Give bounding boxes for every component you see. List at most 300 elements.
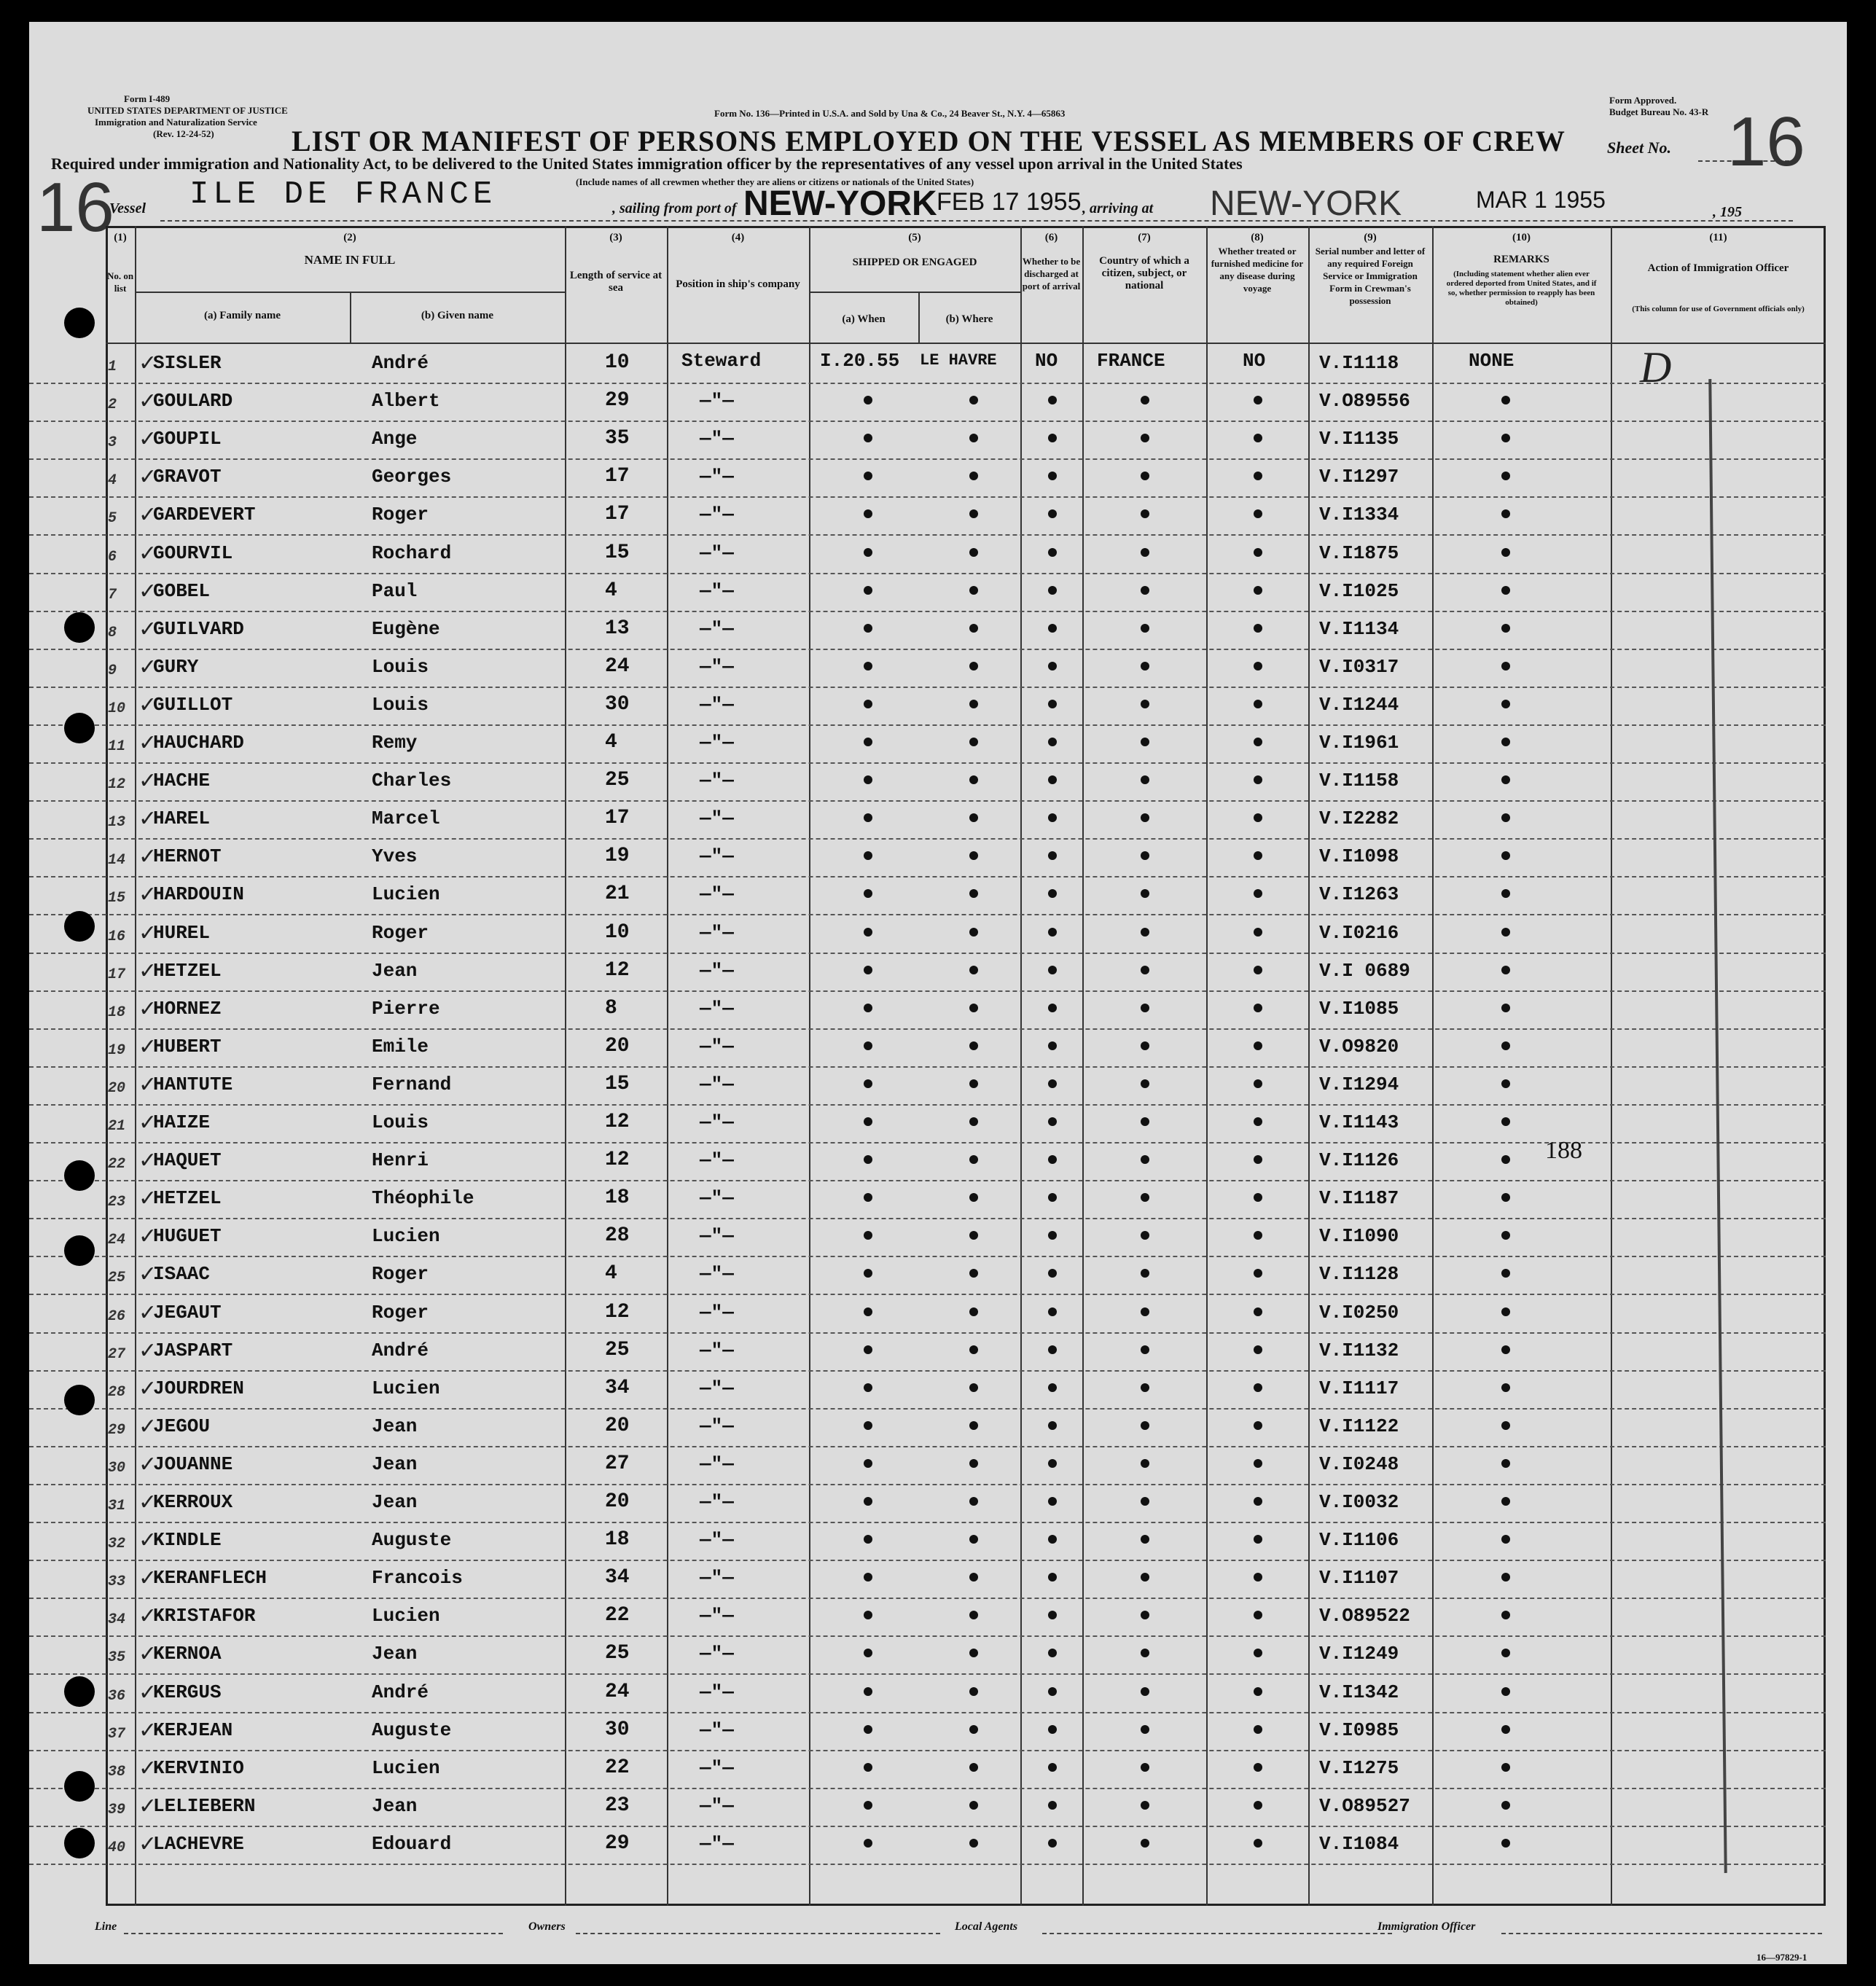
punch-hole	[64, 1771, 95, 1802]
family-name: GOULARD	[153, 390, 233, 412]
ditto-mark	[1501, 966, 1510, 974]
ditto-mark	[1048, 472, 1057, 480]
family-name: LACHEVRE	[153, 1833, 244, 1855]
footer-officer-rule	[1501, 1933, 1822, 1934]
ditto-mark	[1254, 775, 1262, 784]
row-number: 3	[108, 434, 117, 451]
ditto-mark	[969, 700, 978, 708]
table-row	[29, 1256, 1826, 1295]
ditto-mark	[1141, 1041, 1149, 1050]
family-name: HETZEL	[153, 960, 222, 982]
ditto-mark	[1048, 624, 1057, 633]
ditto-mark	[864, 1421, 872, 1430]
footer-code: 16—97829-1	[1756, 1952, 1807, 1963]
col11-header: Action of Immigration Officer	[1647, 262, 1789, 274]
punch-hole	[64, 612, 95, 643]
check-mark-icon: ✓	[138, 1756, 157, 1781]
ditto-mark	[1048, 1649, 1057, 1657]
ditto-mark	[864, 1839, 872, 1848]
ditto-mark	[1254, 1004, 1262, 1012]
table-row	[29, 1408, 1826, 1447]
country-value: FRANCE	[1097, 350, 1165, 372]
ditto-mark	[1501, 775, 1510, 784]
col11-num: (11)	[1709, 232, 1727, 243]
ditto-mark	[864, 1459, 872, 1468]
service-length: 24	[605, 655, 630, 678]
family-name: GOBEL	[153, 580, 211, 602]
corner-number: 16	[36, 168, 114, 246]
ditto-mark	[864, 966, 872, 974]
position-ditto: —"—	[700, 1225, 734, 1247]
family-name: GUILVARD	[153, 618, 244, 640]
ditto-mark	[969, 1611, 978, 1619]
row-number: 37	[108, 1726, 126, 1743]
ditto-mark	[864, 1231, 872, 1240]
col1-header: No. on list	[106, 270, 134, 294]
row-number: 15	[108, 890, 126, 907]
position-ditto: —"—	[700, 504, 734, 525]
ditto-mark	[1254, 928, 1262, 937]
ditto-mark	[969, 624, 978, 633]
family-name: ISAAC	[153, 1263, 211, 1285]
vessel-name: ILE DE FRANCE	[189, 176, 497, 213]
ditto-mark	[1501, 434, 1510, 442]
ditto-mark	[864, 889, 872, 898]
service-length: 17	[605, 503, 630, 525]
ditto-mark	[864, 548, 872, 557]
remarks-value: NONE	[1469, 350, 1515, 372]
ditto-mark	[969, 1573, 978, 1582]
serial-number: V.I1126	[1319, 1149, 1399, 1171]
footer-owners-rule	[576, 1933, 940, 1934]
check-mark-icon: ✓	[138, 426, 157, 452]
ditto-mark	[1254, 1117, 1262, 1126]
ditto-mark	[1501, 396, 1510, 404]
col1-num: (1)	[114, 232, 127, 243]
row-number: 16	[108, 929, 126, 945]
check-mark-icon: ✓	[138, 464, 157, 490]
check-mark-icon: ✓	[138, 1186, 157, 1211]
given-name: Edouard	[372, 1833, 452, 1855]
position-ditto: —"—	[700, 732, 734, 754]
check-mark-icon: ✓	[138, 806, 157, 832]
service-length: 27	[605, 1453, 630, 1475]
sheet-label: Sheet No.	[1607, 138, 1671, 157]
ditto-mark	[1048, 1725, 1057, 1734]
given-name: Théophile	[372, 1187, 474, 1209]
ditto-mark	[864, 1497, 872, 1506]
ditto-mark	[864, 509, 872, 518]
ditto-mark	[969, 509, 978, 518]
table-row	[29, 1218, 1826, 1257]
ditto-mark	[1141, 1307, 1149, 1316]
col8-num: (8)	[1251, 232, 1264, 243]
service-length: 18	[605, 1186, 630, 1209]
col7-header: Country of which a citizen, subject, or national	[1099, 255, 1189, 292]
ditto-mark	[1048, 1155, 1057, 1164]
serial-number: V.I1135	[1319, 428, 1399, 450]
row-number: 33	[108, 1573, 126, 1590]
row-number: 11	[108, 738, 126, 755]
table-row	[29, 724, 1826, 764]
table-row	[29, 1484, 1826, 1523]
col10-header: REMARKS	[1493, 254, 1549, 265]
ditto-mark	[864, 775, 872, 784]
table-row	[29, 1635, 1826, 1675]
printer-note: Form No. 136—Printed in U.S.A. and Sold by Una & Co., 24 Beaver St., N.Y. 4—65863	[714, 108, 1066, 119]
ditto-mark	[969, 1497, 978, 1506]
table-row	[29, 611, 1826, 650]
family-name: HETZEL	[153, 1187, 222, 1209]
position-ditto: —"—	[700, 1491, 734, 1513]
check-mark-icon: ✓	[138, 351, 157, 376]
col9-header: Serial number and letter of any required Foreign Service or Immigration Form in Crewman's possession	[1315, 246, 1426, 306]
serial-number: V.I1084	[1319, 1833, 1399, 1855]
ditto-mark	[1048, 738, 1057, 746]
ditto-mark	[1501, 1193, 1510, 1202]
ditto-mark	[1048, 1535, 1057, 1544]
year-suffix: , 195	[1713, 204, 1742, 220]
punch-hole	[64, 1676, 95, 1707]
table-row	[29, 421, 1826, 460]
ditto-mark	[864, 396, 872, 404]
punch-hole	[64, 1828, 95, 1858]
ditto-mark	[864, 738, 872, 746]
family-name: KERROUX	[153, 1491, 233, 1513]
ditto-mark	[1048, 1269, 1057, 1278]
table-row	[29, 573, 1826, 612]
row-number: 40	[108, 1840, 126, 1856]
given-name: Auguste	[372, 1529, 452, 1551]
ditto-mark	[1048, 1193, 1057, 1202]
ditto-mark	[864, 1155, 872, 1164]
ditto-mark	[1254, 1193, 1262, 1202]
table-row	[29, 496, 1826, 536]
ditto-mark	[1254, 586, 1262, 595]
punch-hole	[64, 1160, 95, 1191]
table-row	[29, 1826, 1826, 1865]
ditto-mark	[1501, 1307, 1510, 1316]
col5-num: (5)	[908, 232, 921, 243]
serial-number: V.I0985	[1319, 1719, 1399, 1741]
position-ditto: —"—	[700, 1605, 734, 1627]
ditto-mark	[1141, 1497, 1149, 1506]
ditto-mark	[969, 1801, 978, 1810]
ditto-mark	[969, 1649, 978, 1657]
required-statement: Required under immigration and Nationality Act, to be delivered to the United States immigration officer by the representatives of any vessel upon arrival in the United States	[51, 155, 1243, 173]
ditto-mark	[1141, 1079, 1149, 1088]
position-ditto: —"—	[700, 1340, 734, 1361]
arriving-port: NEW-YORK	[1210, 184, 1402, 223]
ditto-mark	[969, 775, 978, 784]
name-sub-line	[135, 292, 565, 293]
table-row	[29, 1674, 1826, 1713]
service-length: 25	[605, 1339, 630, 1361]
ditto-mark	[1141, 1763, 1149, 1772]
position-ditto: —"—	[700, 1302, 734, 1324]
col2-header: NAME IN FULL	[304, 253, 396, 267]
ditto-mark	[969, 928, 978, 937]
ditto-mark	[1501, 738, 1510, 746]
serial-number: V.I1143	[1319, 1111, 1399, 1133]
ditto-mark	[969, 851, 978, 860]
ditto-mark	[1501, 1763, 1510, 1772]
position-ditto: —"—	[700, 922, 734, 944]
ditto-mark	[1501, 851, 1510, 860]
check-mark-icon: ✓	[138, 692, 157, 718]
vessel-line	[160, 220, 1793, 222]
ditto-mark	[1501, 662, 1510, 671]
serial-number: V.I1961	[1319, 732, 1399, 754]
ditto-mark	[1048, 1763, 1057, 1772]
ditto-mark	[1254, 1611, 1262, 1619]
check-mark-icon: ✓	[138, 768, 157, 794]
col8-header: Whether treated or furnished medicine for any disease during voyage	[1211, 246, 1304, 294]
given-name: Jean	[372, 1643, 418, 1665]
given-name: Pierre	[372, 998, 440, 1020]
position-ditto: —"—	[700, 998, 734, 1020]
service-length: 24	[605, 1681, 630, 1703]
service-length: 25	[605, 1642, 630, 1665]
check-mark-icon: ✓	[138, 1603, 157, 1629]
row-number: 14	[108, 852, 126, 869]
position-ditto: —"—	[700, 808, 734, 829]
serial-number: V.I0032	[1319, 1491, 1399, 1513]
ditto-mark	[1141, 1649, 1149, 1657]
ditto-mark	[1141, 1155, 1149, 1164]
given-name: Jean	[372, 960, 418, 982]
family-name: HUGUET	[153, 1225, 222, 1247]
budget-bureau: Budget Bureau No. 43-R	[1609, 106, 1709, 117]
check-mark-icon: ✓	[138, 1072, 157, 1098]
given-name: André	[372, 1340, 429, 1361]
check-mark-icon: ✓	[138, 882, 157, 907]
vessel-label: Vessel	[109, 200, 146, 216]
family-name: KRISTAFOR	[153, 1605, 256, 1627]
row-number: 4	[108, 472, 117, 489]
check-mark-icon: ✓	[138, 1831, 157, 1857]
check-mark-icon: ✓	[138, 541, 157, 566]
ditto-mark	[864, 472, 872, 480]
ditto-mark	[1254, 1307, 1262, 1316]
ditto-mark	[864, 1004, 872, 1012]
service-length: 20	[605, 1490, 630, 1513]
ditto-mark	[1048, 1041, 1057, 1050]
row-number: 36	[108, 1688, 126, 1705]
ditto-mark	[1141, 813, 1149, 822]
manifest-title: LIST OR MANIFEST OF PERSONS EMPLOYED ON THE VESSEL AS MEMBERS OF CREW	[292, 125, 1566, 157]
col5-header: SHIPPED OR ENGAGED	[852, 257, 977, 268]
ditto-mark	[864, 1117, 872, 1126]
ditto-mark	[1048, 434, 1057, 442]
serial-number: V.I1098	[1319, 845, 1399, 867]
table-row	[29, 535, 1826, 574]
ditto-mark	[1254, 1421, 1262, 1430]
ditto-mark	[1254, 1573, 1262, 1582]
col2a-header: (a) Family name	[204, 310, 281, 321]
serial-number: V.I0317	[1319, 656, 1399, 678]
table-row	[29, 1028, 1826, 1068]
given-name: Remy	[372, 732, 418, 754]
table-row	[29, 876, 1826, 915]
family-name: HANTUTE	[153, 1074, 233, 1095]
ditto-mark	[1254, 396, 1262, 404]
check-mark-icon: ✓	[138, 958, 157, 984]
check-mark-icon: ✓	[138, 1148, 157, 1173]
check-mark-icon: ✓	[138, 502, 157, 528]
given-name: Francois	[372, 1567, 463, 1589]
table-row	[29, 1294, 1826, 1334]
family-name: HAIZE	[153, 1111, 211, 1133]
family-name: GURY	[153, 656, 199, 678]
serial-number: V.I1342	[1319, 1681, 1399, 1703]
ditto-mark	[1048, 1117, 1057, 1126]
position-ditto: —"—	[700, 1415, 734, 1437]
revision: (Rev. 12-24-52)	[153, 128, 214, 139]
position-ditto: —"—	[700, 883, 734, 905]
family-name: HACHE	[153, 770, 211, 791]
position-ditto: —"—	[700, 1377, 734, 1399]
given-name: Albert	[372, 390, 440, 412]
given-name: Charles	[372, 770, 452, 791]
ditto-mark	[1501, 1004, 1510, 1012]
service-length: 22	[605, 1604, 630, 1627]
punch-hole	[64, 713, 95, 743]
family-name: KERNOA	[153, 1643, 222, 1665]
serial-number: V.I0250	[1319, 1302, 1399, 1324]
row-number: 10	[108, 700, 126, 717]
ditto-mark	[969, 1079, 978, 1088]
ditto-mark	[1141, 1459, 1149, 1468]
sailing-date: FEB 17 1955	[937, 188, 1082, 216]
ditto-mark	[1501, 1231, 1510, 1240]
given-name: Paul	[372, 580, 418, 602]
row-number: 18	[108, 1004, 126, 1021]
ditto-mark	[1141, 1687, 1149, 1696]
footer-officer: Immigration Officer	[1377, 1920, 1476, 1933]
ditto-mark	[1048, 928, 1057, 937]
ditto-mark	[864, 1307, 872, 1316]
ditto-mark	[1501, 1345, 1510, 1354]
include-note: (Include names of all crewmen whether they are aliens or citizens or nationals of the United States)	[576, 176, 974, 187]
ditto-mark	[1254, 1079, 1262, 1088]
ditto-mark	[1141, 662, 1149, 671]
check-mark-icon: ✓	[138, 1528, 157, 1553]
ditto-mark	[864, 1269, 872, 1278]
check-mark-icon: ✓	[138, 920, 157, 946]
serial-number: V.I0248	[1319, 1453, 1399, 1475]
check-mark-icon: ✓	[138, 1794, 157, 1819]
ditto-mark	[1141, 548, 1149, 557]
ditto-mark	[1141, 1725, 1149, 1734]
row-number: 9	[108, 662, 117, 679]
ditto-mark	[1048, 1497, 1057, 1506]
position-ditto: —"—	[700, 656, 734, 678]
ditto-mark	[1141, 1231, 1149, 1240]
family-name: HUBERT	[153, 1036, 222, 1057]
ditto-mark	[1501, 472, 1510, 480]
header-bottom-line	[106, 343, 1826, 344]
family-name: JOUANNE	[153, 1453, 233, 1475]
ditto-mark	[1254, 966, 1262, 974]
serial-number: V.I1122	[1319, 1415, 1399, 1437]
col10-note: (Including statement whether alien ever ordered deported from United States, and if so, whether permission to reapply has been obtained)	[1446, 270, 1597, 307]
footer-owners: Owners	[528, 1920, 566, 1933]
position-ditto: —"—	[700, 466, 734, 488]
ditto-mark	[1254, 1269, 1262, 1278]
ditto-mark	[1254, 472, 1262, 480]
ditto-mark	[1501, 700, 1510, 708]
given-name: Louis	[372, 656, 429, 678]
serial-number: V.O89527	[1319, 1795, 1410, 1817]
ditto-mark	[1141, 851, 1149, 860]
ditto-mark	[864, 662, 872, 671]
punch-hole	[64, 911, 95, 942]
family-name: GARDEVERT	[153, 504, 256, 525]
service-length: 30	[605, 1719, 630, 1741]
position-ditto: —"—	[700, 1263, 734, 1285]
check-mark-icon: ✓	[138, 1414, 157, 1439]
service-length: 4	[605, 1262, 617, 1285]
service-length: 20	[605, 1035, 630, 1057]
family-name: GRAVOT	[153, 466, 222, 488]
serial-number: V.I 0689	[1319, 960, 1410, 982]
given-name: André	[372, 352, 429, 374]
ditto-mark	[1254, 1687, 1262, 1696]
serial-number: V.I1297	[1319, 466, 1399, 488]
given-name: Jean	[372, 1415, 418, 1437]
ditto-mark	[1501, 624, 1510, 633]
ditto-mark	[969, 1117, 978, 1126]
service-length: 34	[605, 1377, 630, 1399]
ditto-mark	[1254, 813, 1262, 822]
ditto-mark	[1048, 813, 1057, 822]
ditto-mark	[1048, 1801, 1057, 1810]
serial-number: V.I1085	[1319, 998, 1399, 1020]
ditto-mark	[1501, 1725, 1510, 1734]
given-name: Rochard	[372, 542, 452, 564]
ditto-mark	[864, 928, 872, 937]
ditto-mark	[969, 662, 978, 671]
service-length: 19	[605, 845, 630, 867]
row-number: 19	[108, 1042, 126, 1059]
ditto-mark	[1254, 1535, 1262, 1544]
check-mark-icon: ✓	[138, 996, 157, 1022]
medicine-value: NO	[1243, 350, 1266, 372]
ditto-mark	[969, 738, 978, 746]
ditto-mark	[1501, 1497, 1510, 1506]
position-ditto: —"—	[700, 1567, 734, 1589]
check-mark-icon: ✓	[138, 1338, 157, 1364]
ditto-mark	[864, 1535, 872, 1544]
row-number: 12	[108, 776, 126, 793]
manifest-sheet	[29, 22, 1847, 1964]
service-length: 15	[605, 542, 630, 564]
form-approved: Form Approved.	[1609, 95, 1677, 106]
ditto-mark	[1141, 700, 1149, 708]
ditto-mark	[1254, 434, 1262, 442]
row-number: 20	[108, 1080, 126, 1097]
ditto-mark	[1141, 775, 1149, 784]
position-ditto: —"—	[700, 1795, 734, 1817]
ditto-mark	[1141, 738, 1149, 746]
position-ditto: —"—	[700, 1757, 734, 1779]
arrival-date: MAR 1 1955	[1476, 187, 1606, 213]
ditto-mark	[969, 472, 978, 480]
serial-number: V.I1158	[1319, 770, 1399, 791]
punch-hole	[64, 308, 95, 338]
ditto-mark	[1141, 1383, 1149, 1392]
